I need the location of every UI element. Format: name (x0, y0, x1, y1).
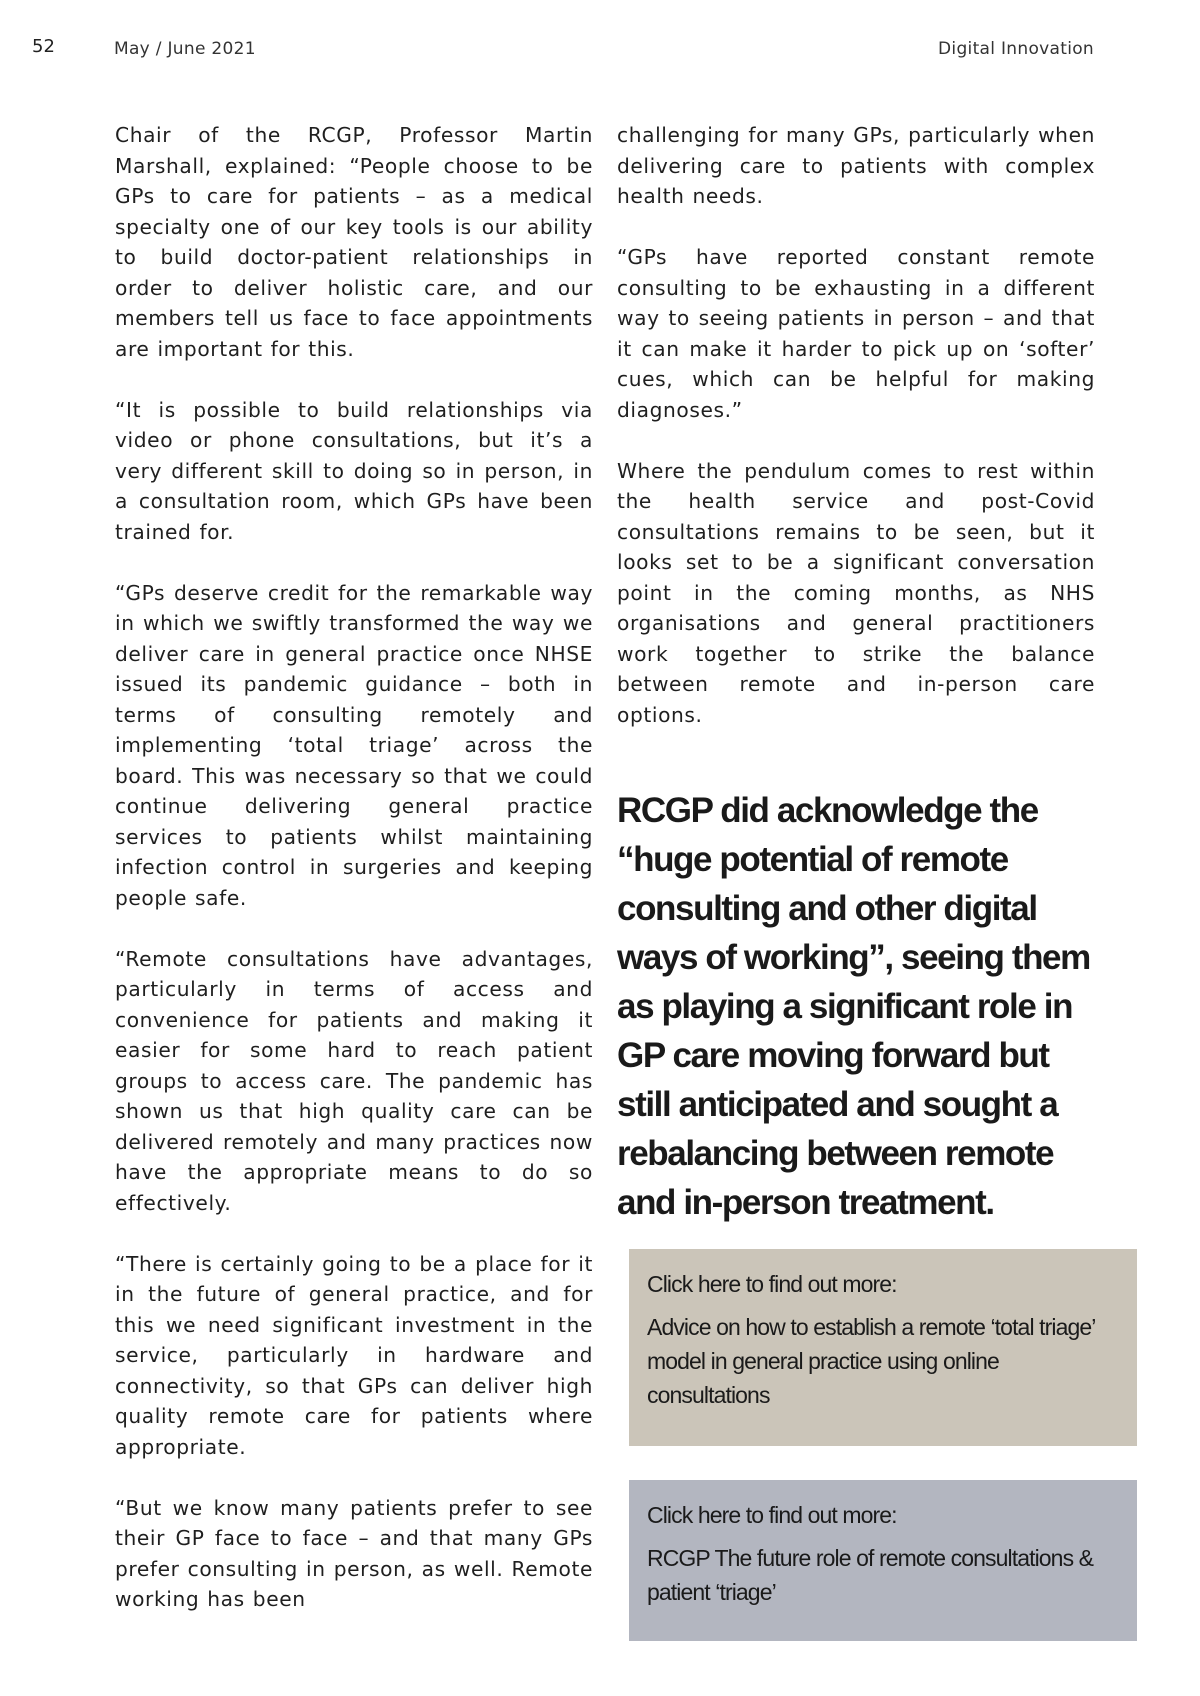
body-paragraph: “GPs have reported constant remote consulting to be exhausting in a different way to seeing patients in person – and that it can make it harder to pick up on ‘softer’ cues, which can be helpful for making diagnoses.” (617, 245, 1095, 422)
left-column (115, 120, 593, 1645)
body-paragraph: “GPs deserve credit for the remarkable way in which we swiftly transformed the way we deliver care in general practice once NHSE issued its pandemic guidance – both in terms of consulting remotely and implementing ‘total triage’ across the board. This was necessary so that we could continue delivering general practice services to patients whilst maintaining infection control in surgeries and keeping people safe. (115, 580, 593, 910)
right-column (617, 120, 1095, 1227)
body-paragraph: “It is possible to build relationships via video or phone consultations, but it’s a very different skill to doing so in person, in a consultation room, which GPs have been trained for. (115, 397, 593, 544)
link-box-heading: Click here to find out more: (647, 1502, 897, 1528)
body-paragraph: challenging for many GPs, particularly when delivering care to patients with complex health needs. (617, 123, 1095, 208)
pull-quote: RCGP did acknowledge the “huge potential of remote consulting and other digital ways of working”, seeing them as playing a significant role in GP care moving forward but still anticipated and sought a rebalancing between remote and in-person treatment. (617, 791, 1090, 1222)
find-out-more-link-remote-consultations[interactable] (629, 1480, 1137, 1641)
issue-date: May / June 2021 (114, 39, 256, 59)
page-number: 52 (32, 36, 55, 57)
link-box-text[interactable]: RCGP The future role of remote consultations & patient ‘triage’ (647, 1545, 1094, 1605)
body-paragraph: “Remote consultations have advantages, particularly in terms of access and convenience for patients and making it easier for some hard to reach patient groups to access care. The pandemic has shown us that high quality care can be delivered remotely and many practices now have the appropriate means to do so effectively. (115, 946, 593, 1215)
find-out-more-link-total-triage[interactable] (629, 1249, 1137, 1446)
link-box-text[interactable]: Advice on how to establish a remote ‘total triage’ model in general practice using online consultations (647, 1314, 1095, 1408)
section-name: Digital Innovation (938, 39, 1094, 59)
body-paragraph: “But we know many patients prefer to see their GP face to face – and that many GPs prefer consulting in person, as well. Remote working has been (115, 1495, 593, 1611)
body-paragraph: Where the pendulum comes to rest within the health service and post-Covid consultations remains to be seen, but it looks set to be a significant conversation point in the coming months, as NHS organisations and general practitioners work together to strike the balance between remote and in-person care options. (617, 458, 1095, 727)
body-paragraph: “There is certainly going to be a place for it in the future of general practice, and for this we need significant investment in the service, particularly in hardware and connectivity, so that GPs can deliver high quality remote care for patients where appropriate. (115, 1251, 593, 1459)
link-box-heading: Click here to find out more: (647, 1271, 897, 1297)
body-paragraph: Chair of the RCGP, Professor Martin Marshall, explained: “People choose to be GPs to care for patients – as a medical specialty one of our key tools is our ability to build doctor-patient relationships in order to deliver holistic care, and our members tell us face to face appointments are important for this. (115, 123, 593, 361)
